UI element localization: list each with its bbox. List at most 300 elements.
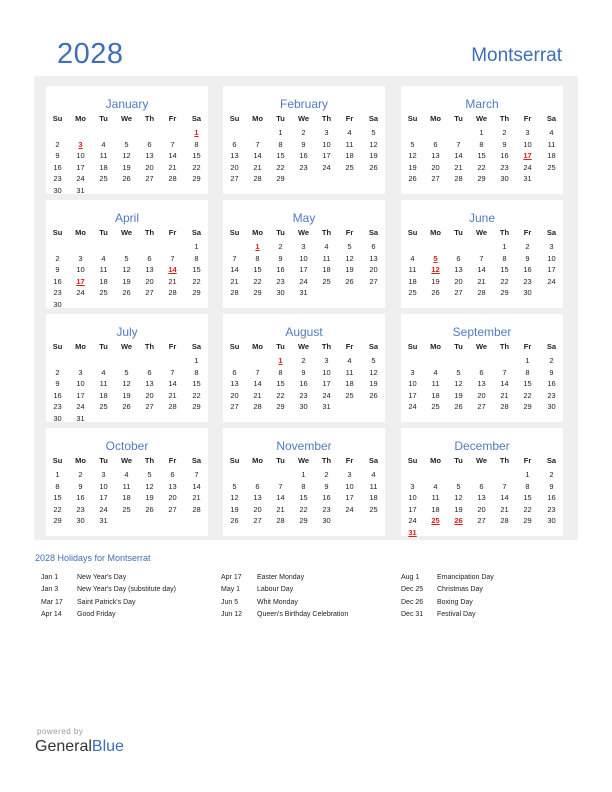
day-cell: 21	[477, 276, 486, 286]
day-cell: 25	[408, 288, 417, 298]
weekday-header: Th	[321, 342, 332, 351]
weekday-header: Su	[229, 114, 240, 123]
day-cell: 21	[230, 276, 239, 286]
holiday-date: Apr 14	[41, 610, 62, 618]
day-cell: 25	[547, 162, 556, 172]
weekday-header: Fr	[168, 456, 177, 465]
day-cell: 29	[276, 402, 285, 412]
day-cell: 4	[101, 367, 106, 377]
weekday-header: Fr	[168, 228, 177, 237]
day-cell: 23	[53, 402, 62, 412]
holiday-name: Queen's Birthday Celebration	[257, 610, 349, 618]
day-cell: 23	[53, 174, 62, 184]
day-cell: 27	[431, 174, 440, 184]
day-cell: 4	[101, 253, 106, 263]
day-cell: 21	[500, 504, 509, 514]
holiday-day-cell: 1	[255, 242, 260, 251]
holiday-date: Jan 1	[41, 574, 59, 581]
day-cell: 26	[408, 174, 417, 184]
weekday-header: Tu	[276, 228, 285, 237]
day-cell: 15	[276, 151, 285, 161]
day-cell: 28	[253, 174, 262, 184]
day-cell: 5	[456, 367, 461, 377]
weekday-header: Tu	[99, 456, 108, 465]
day-cell: 11	[122, 481, 131, 491]
holiday-day-cell: 25	[431, 516, 440, 526]
day-cell: 19	[408, 162, 417, 172]
country-title: Montserrat	[471, 45, 562, 66]
day-cell: 19	[454, 504, 463, 514]
day-cell: 2	[301, 356, 306, 365]
day-cell: 30	[76, 516, 85, 526]
weekday-header: Tu	[99, 342, 108, 351]
day-cell: 21	[192, 493, 201, 503]
day-cell: 13	[145, 151, 154, 161]
month-september	[401, 314, 563, 422]
day-cell: 14	[477, 265, 486, 275]
holiday-day-cell: 17	[523, 151, 532, 161]
day-cell: 5	[124, 367, 129, 377]
day-cell: 8	[194, 253, 199, 263]
day-cell: 29	[523, 402, 532, 412]
day-cell: 8	[502, 253, 507, 263]
day-cell: 26	[369, 390, 378, 400]
day-cell: 28	[477, 288, 486, 298]
weekday-header: Fr	[168, 342, 177, 351]
day-cell: 20	[145, 390, 154, 400]
day-cell: 23	[276, 276, 285, 286]
day-cell: 6	[433, 139, 438, 149]
day-cell: 22	[477, 162, 486, 172]
holiday-date: Jun 12	[221, 610, 243, 618]
weekday-header: Su	[52, 342, 63, 351]
holiday-date: May 1	[221, 586, 241, 594]
day-cell: 7	[479, 253, 484, 263]
day-cell: 11	[345, 367, 354, 377]
day-cell: 29	[477, 174, 486, 184]
day-cell: 18	[345, 151, 354, 161]
day-cell: 5	[124, 139, 129, 149]
holiday-date: Jun 5	[221, 598, 239, 606]
day-cell: 6	[232, 139, 237, 149]
holiday-day-cell: 17	[76, 276, 85, 286]
weekday-header: Tu	[454, 228, 463, 237]
day-cell: 24	[322, 162, 331, 172]
day-cell: 27	[168, 504, 177, 514]
day-cell: 8	[525, 367, 530, 377]
day-cell: 22	[523, 390, 532, 400]
weekday-header: Sa	[191, 342, 202, 351]
holiday-name: Festival Day	[437, 610, 476, 618]
day-cell: 17	[322, 379, 331, 389]
holiday-name: Emancipation Day	[437, 574, 494, 581]
day-cell: 6	[147, 367, 152, 377]
weekday-header: We	[297, 456, 310, 465]
weekday-header: Su	[407, 456, 418, 465]
day-cell: 17	[322, 151, 331, 161]
day-cell: 19	[454, 390, 463, 400]
day-cell: 19	[122, 390, 131, 400]
day-cell: 6	[479, 481, 484, 491]
day-cell: 30	[53, 414, 62, 423]
day-cell: 27	[454, 288, 463, 298]
day-cell: 5	[371, 128, 376, 137]
holiday-day-cell: 1	[278, 356, 283, 365]
weekday-header: We	[297, 342, 310, 351]
day-cell: 11	[99, 265, 108, 275]
holiday-date: Mar 17	[41, 598, 63, 606]
day-cell: 23	[299, 390, 308, 400]
month-name: March	[465, 97, 499, 111]
day-cell: 24	[322, 390, 331, 400]
day-cell: 24	[523, 162, 532, 172]
day-cell: 4	[410, 253, 415, 263]
brand-blue: Blue	[91, 738, 124, 755]
weekday-header: We	[120, 456, 133, 465]
day-cell: 6	[255, 481, 260, 491]
day-cell: 13	[369, 253, 378, 263]
holiday-date: Jan 3	[41, 586, 59, 594]
weekday-header: Mo	[75, 114, 86, 123]
day-cell: 6	[147, 139, 152, 149]
day-cell: 18	[431, 390, 440, 400]
month-name: June	[468, 211, 496, 225]
day-cell: 16	[299, 379, 308, 389]
weekday-header: Tu	[276, 456, 285, 465]
weekday-header: Sa	[546, 228, 557, 237]
day-cell: 27	[230, 174, 239, 184]
day-cell: 4	[371, 470, 376, 479]
day-cell: 8	[278, 367, 283, 377]
day-cell: 18	[122, 493, 131, 503]
month-name: November	[276, 439, 332, 453]
day-cell: 3	[525, 128, 530, 137]
day-cell: 9	[502, 139, 507, 149]
weekday-header: We	[475, 342, 488, 351]
day-cell: 7	[255, 367, 260, 377]
day-cell: 14	[454, 151, 463, 161]
day-cell: 11	[322, 253, 331, 263]
day-cell: 16	[53, 390, 62, 400]
day-cell: 19	[431, 276, 440, 286]
holiday-date: Dec 31	[401, 610, 424, 618]
day-cell: 20	[477, 390, 486, 400]
day-cell: 24	[299, 276, 308, 286]
day-cell: 4	[124, 470, 129, 479]
month-name: April	[114, 211, 139, 225]
day-cell: 10	[408, 379, 417, 389]
day-cell: 19	[122, 276, 131, 286]
day-cell: 25	[345, 162, 354, 172]
day-cell: 10	[408, 493, 417, 503]
day-cell: 18	[408, 276, 417, 286]
day-cell: 16	[76, 493, 85, 503]
day-cell: 26	[122, 288, 131, 298]
day-cell: 7	[170, 253, 175, 263]
weekday-header: Su	[52, 114, 63, 123]
day-cell: 12	[122, 379, 131, 389]
day-cell: 5	[410, 139, 415, 149]
day-cell: 30	[53, 300, 62, 309]
day-cell: 28	[454, 174, 463, 184]
day-cell: 9	[324, 481, 329, 491]
weekday-header: Fr	[345, 342, 354, 351]
day-cell: 29	[276, 174, 285, 184]
calendar-panel	[34, 76, 578, 540]
day-cell: 17	[547, 265, 556, 275]
day-cell: 13	[477, 493, 486, 503]
month-june	[401, 200, 563, 308]
month-name: December	[454, 439, 510, 453]
weekday-header: We	[120, 228, 133, 237]
day-cell: 20	[230, 390, 239, 400]
weekday-header: Su	[407, 114, 418, 123]
day-cell: 31	[76, 186, 85, 195]
day-cell: 15	[477, 151, 486, 161]
day-cell: 2	[278, 242, 283, 251]
day-cell: 2	[55, 253, 60, 263]
weekday-header: Mo	[430, 114, 441, 123]
weekday-header: Su	[52, 456, 63, 465]
holiday-day-cell: 5	[433, 253, 438, 263]
day-cell: 24	[99, 504, 108, 514]
weekday-header: Sa	[191, 456, 202, 465]
day-cell: 16	[276, 265, 285, 275]
day-cell: 12	[454, 379, 463, 389]
day-cell: 30	[547, 516, 556, 526]
day-cell: 29	[53, 516, 62, 526]
day-cell: 21	[168, 390, 177, 400]
day-cell: 22	[500, 276, 509, 286]
day-cell: 12	[408, 151, 417, 161]
day-cell: 1	[55, 470, 60, 479]
day-cell: 10	[345, 481, 354, 491]
month-name: July	[116, 325, 138, 339]
day-cell: 19	[369, 151, 378, 161]
day-cell: 25	[99, 288, 108, 298]
brand-general: General	[35, 738, 92, 755]
day-cell: 7	[502, 481, 507, 491]
day-cell: 21	[168, 162, 177, 172]
day-cell: 10	[322, 139, 331, 149]
day-cell: 12	[122, 265, 131, 275]
day-cell: 3	[301, 242, 306, 251]
day-cell: 25	[345, 390, 354, 400]
holiday-day-cell: 14	[168, 265, 177, 275]
holiday-date: Apr 17	[221, 574, 242, 581]
day-cell: 24	[408, 516, 417, 526]
weekday-header: Tu	[99, 228, 108, 237]
day-cell: 22	[192, 390, 201, 400]
day-cell: 25	[431, 402, 440, 412]
month-october	[46, 428, 208, 536]
day-cell: 16	[547, 493, 556, 503]
day-cell: 26	[122, 174, 131, 184]
weekday-header: We	[475, 114, 488, 123]
day-cell: 20	[168, 493, 177, 503]
weekday-header: Th	[321, 114, 332, 123]
day-cell: 18	[99, 276, 108, 286]
day-cell: 22	[192, 162, 201, 172]
day-cell: 24	[408, 402, 417, 412]
day-cell: 4	[433, 481, 438, 491]
day-cell: 19	[345, 265, 354, 275]
day-cell: 14	[192, 481, 201, 491]
day-cell: 5	[232, 481, 237, 491]
day-cell: 5	[456, 481, 461, 491]
holiday-name: Boxing Day	[437, 598, 473, 606]
day-cell: 24	[76, 288, 85, 298]
month-may	[223, 200, 385, 308]
day-cell: 15	[53, 493, 62, 503]
day-cell: 11	[408, 265, 417, 275]
day-cell: 9	[549, 481, 554, 491]
day-cell: 15	[523, 379, 532, 389]
day-cell: 30	[500, 174, 509, 184]
day-cell: 2	[502, 128, 507, 137]
day-cell: 22	[192, 276, 201, 286]
day-cell: 10	[523, 139, 532, 149]
day-cell: 10	[76, 265, 85, 275]
day-cell: 30	[547, 402, 556, 412]
weekday-header: Tu	[454, 114, 463, 123]
weekday-header: Fr	[345, 456, 354, 465]
day-cell: 15	[299, 493, 308, 503]
day-cell: 12	[369, 139, 378, 149]
day-cell: 1	[278, 128, 283, 137]
day-cell: 10	[76, 151, 85, 161]
day-cell: 4	[101, 139, 106, 149]
day-cell: 25	[99, 174, 108, 184]
month-march	[401, 86, 563, 194]
weekday-header: Th	[321, 456, 332, 465]
day-cell: 23	[322, 504, 331, 514]
day-cell: 22	[523, 504, 532, 514]
day-cell: 13	[477, 379, 486, 389]
day-cell: 10	[547, 253, 556, 263]
day-cell: 15	[276, 379, 285, 389]
day-cell: 8	[255, 253, 260, 263]
weekday-header: Su	[229, 342, 240, 351]
weekday-header: Mo	[75, 456, 86, 465]
weekday-header: Mo	[252, 342, 263, 351]
day-cell: 27	[369, 276, 378, 286]
day-cell: 6	[170, 470, 175, 479]
day-cell: 29	[192, 288, 201, 298]
day-cell: 6	[232, 367, 237, 377]
day-cell: 20	[253, 504, 262, 514]
day-cell: 14	[230, 265, 239, 275]
holiday-name: Saint Patrick's Day	[77, 598, 136, 606]
day-cell: 9	[55, 265, 60, 275]
weekday-header: Sa	[191, 228, 202, 237]
day-cell: 23	[299, 162, 308, 172]
day-cell: 16	[322, 493, 331, 503]
day-cell: 9	[301, 139, 306, 149]
day-cell: 12	[230, 493, 239, 503]
day-cell: 20	[230, 162, 239, 172]
day-cell: 24	[547, 276, 556, 286]
day-cell: 19	[369, 379, 378, 389]
day-cell: 31	[99, 516, 108, 526]
day-cell: 9	[78, 481, 83, 491]
day-cell: 11	[99, 379, 108, 389]
day-cell: 11	[547, 139, 556, 149]
day-cell: 26	[122, 402, 131, 412]
day-cell: 8	[194, 139, 199, 149]
holiday-date: Dec 26	[401, 598, 424, 606]
day-cell: 18	[369, 493, 378, 503]
day-cell: 13	[454, 265, 463, 275]
day-cell: 17	[299, 265, 308, 275]
holiday-name: Whit Monday	[257, 598, 298, 606]
weekday-header: We	[120, 114, 133, 123]
weekday-header: Th	[144, 342, 155, 351]
day-cell: 27	[145, 288, 154, 298]
day-cell: 29	[299, 516, 308, 526]
weekday-header: Mo	[252, 456, 263, 465]
day-cell: 2	[301, 128, 306, 137]
day-cell: 16	[299, 151, 308, 161]
day-cell: 6	[371, 242, 376, 251]
day-cell: 29	[500, 288, 509, 298]
day-cell: 16	[523, 265, 532, 275]
day-cell: 29	[192, 402, 201, 412]
holiday-name: Christmas Day	[437, 586, 483, 594]
weekday-header: Sa	[546, 456, 557, 465]
day-cell: 1	[525, 356, 530, 365]
day-cell: 31	[523, 174, 532, 184]
day-cell: 7	[170, 367, 175, 377]
weekday-header: Sa	[546, 114, 557, 123]
month-name: September	[452, 325, 512, 339]
weekday-header: Mo	[252, 228, 263, 237]
day-cell: 21	[500, 390, 509, 400]
day-cell: 28	[500, 402, 509, 412]
day-cell: 23	[76, 504, 85, 514]
weekday-header: Fr	[523, 342, 532, 351]
holiday-day-cell: 3	[78, 139, 83, 149]
day-cell: 13	[230, 379, 239, 389]
day-cell: 3	[324, 128, 329, 137]
day-cell: 26	[431, 288, 440, 298]
holiday-day-cell: 1	[194, 128, 199, 137]
day-cell: 2	[78, 470, 83, 479]
day-cell: 23	[547, 390, 556, 400]
day-cell: 2	[55, 139, 60, 149]
day-cell: 31	[76, 414, 85, 423]
weekday-header: Th	[499, 228, 510, 237]
weekday-header: We	[297, 114, 310, 123]
day-cell: 3	[549, 242, 554, 251]
holiday-name: New Year's Day (substitute day)	[77, 586, 176, 594]
day-cell: 18	[431, 504, 440, 514]
day-cell: 8	[525, 481, 530, 491]
day-cell: 3	[410, 481, 415, 491]
day-cell: 11	[369, 481, 378, 491]
day-cell: 29	[192, 174, 201, 184]
weekday-header: Th	[499, 342, 510, 351]
day-cell: 26	[145, 504, 154, 514]
day-cell: 29	[253, 288, 262, 298]
day-cell: 11	[431, 379, 440, 389]
day-cell: 17	[99, 493, 108, 503]
weekday-header: Tu	[276, 114, 285, 123]
day-cell: 9	[525, 253, 530, 263]
day-cell: 16	[53, 276, 62, 286]
month-january	[46, 86, 208, 194]
day-cell: 4	[324, 242, 329, 251]
